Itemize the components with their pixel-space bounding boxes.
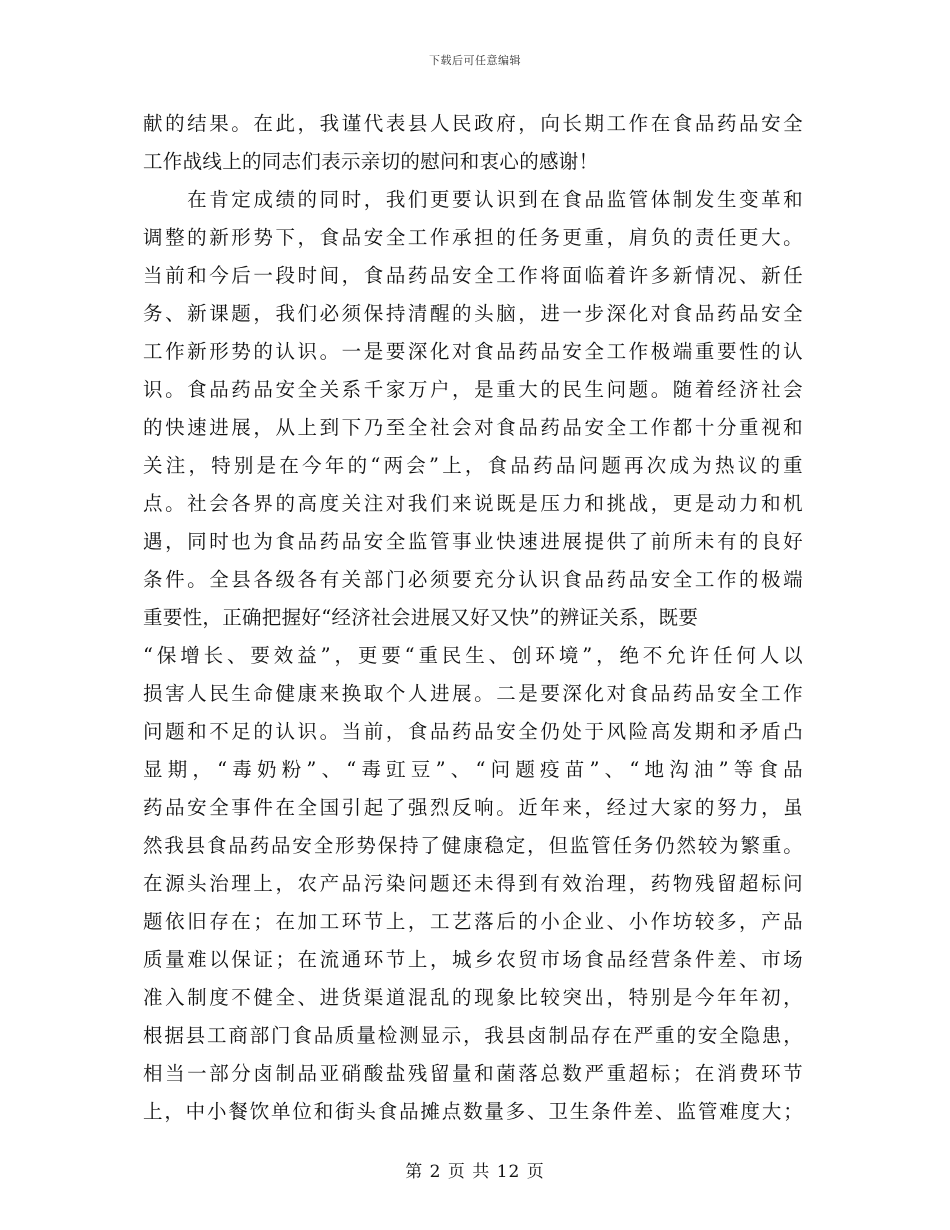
text-line: 根据县工商部门食品质量检测显示，我县卤制品存在严重的安全隐患， [143,1024,803,1047]
text-line: 显期，“毒奶粉”、“毒豇豆”、“问题疫苗”、“地沟油”等食品 [143,758,803,781]
text-line: 准入制度不健全、进货渠道混乱的现象比较突出，特别是今年年初， [143,986,803,1009]
text-line: 遇，同时也为食品药品安全监管事业快速进展提供了前所未有的良好 [143,530,803,553]
text-line: 调整的新形势下，食品安全工作承担的任务更重，肩负的责任更大。 [143,226,803,249]
document-body [143,105,803,1131]
text-line: 工作战线上的同志们表示亲切的慰问和衷心的感谢！ [143,150,599,173]
text-line: 的快速进展，从上到下乃至全社会对食品药品安全工作都十分重视和 [143,416,803,439]
text-line: 工作新形势的认识。一是要深化对食品药品安全工作极端重要性的认 [143,340,803,363]
text-line: 条件。全县各级各有关部门必须要充分认识食品药品安全工作的极端 [143,568,803,591]
page-number-footer: 第 2 页 共 12 页 [405,1162,545,1182]
text-line: 在肯定成绩的同时，我们更要认识到在食品监管体制发生变革和 [143,188,803,211]
text-line: 务、新课题，我们必须保持清醒的头脑，进一步深化对食品药品安全 [143,302,803,325]
text-line: 题依旧存在；在加工环节上，工艺落后的小企业、小作坊较多，产品 [143,910,803,933]
text-line: 然我县食品药品安全形势保持了健康稳定，但监管任务仍然较为繁重。 [143,834,803,857]
page-header: 下载后可任意编辑 [429,54,521,67]
text-line: 损害人民生命健康来换取个人进展。二是要深化对食品药品安全工作 [143,682,803,705]
text-line: 问题和不足的认识。当前，食品药品安全仍处于风险高发期和矛盾凸 [143,720,803,743]
text-line: 上，中小餐饮单位和街头食品摊点数量多、卫生条件差、监管难度大； [143,1100,803,1123]
text-line: 点。社会各界的高度关注对我们来说既是压力和挑战，更是动力和机 [143,492,803,515]
text-line: 重要性，正确把握好“经济社会进展又好又快”的辨证关系，既要 [143,606,699,629]
text-line: 当前和今后一段时间，食品药品安全工作将面临着许多新情况、新任 [143,264,803,287]
text-line: 识。食品药品安全关系千家万户，是重大的民生问题。随着经济社会 [143,378,803,401]
text-line: 献的结果。在此，我谨代表县人民政府，向长期工作在食品药品安全 [143,112,803,135]
text-line: 质量难以保证；在流通环节上，城乡农贸市场食品经营条件差、市场 [143,948,803,971]
text-line: 药品安全事件在全国引起了强烈反响。近年来，经过大家的努力，虽 [143,796,803,819]
text-line: 相当一部分卤制品亚硝酸盐残留量和菌落总数严重超标；在消费环节 [143,1062,803,1085]
text-line: “保增长、要效益”，更要“重民生、创环境”，绝不允许任何人以 [143,644,803,667]
text-line: 关注，特别是在今年的“两会”上，食品药品问题再次成为热议的重 [143,454,803,477]
text-line: 在源头治理上，农产品污染问题还未得到有效治理，药物残留超标问 [143,872,803,895]
